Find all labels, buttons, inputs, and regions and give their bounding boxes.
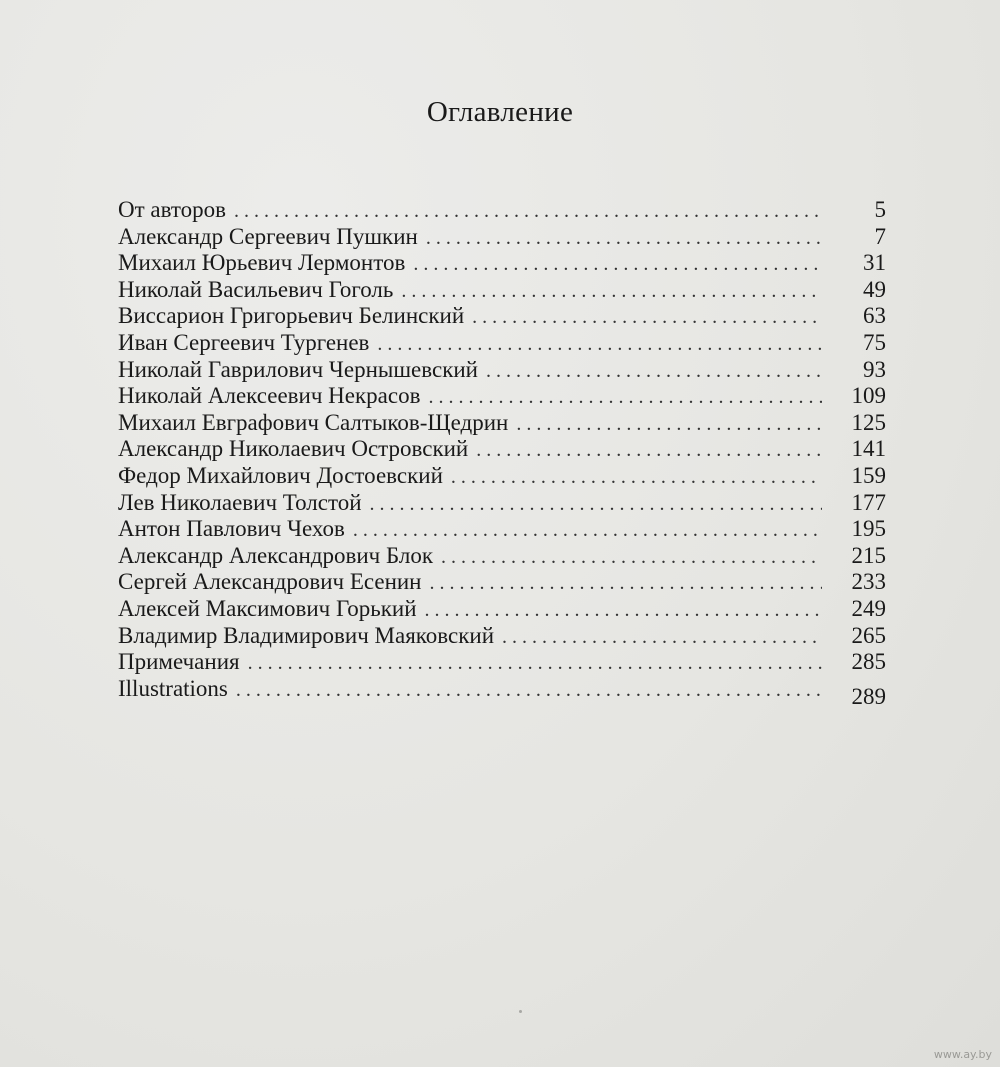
paper-speck	[519, 1010, 522, 1013]
toc-entry-title: От авторов	[118, 197, 227, 222]
toc-entry	[118, 357, 886, 384]
dot-leader	[502, 624, 822, 651]
toc-entry	[118, 436, 886, 463]
toc-entry-title: Сергей Александрович Есенин	[118, 569, 422, 595]
toc-entry	[118, 490, 886, 517]
dot-leader	[486, 358, 822, 385]
dot-leader	[413, 251, 822, 278]
dot-leader	[441, 544, 822, 571]
toc-entry-title: Иван Сергеевич Тургенев	[118, 329, 370, 355]
toc-entry	[118, 383, 886, 410]
toc-entry-title: Николай Гаврилович Чернышевский	[118, 356, 478, 382]
toc-entry-title: Николай Васильевич Гоголь	[118, 276, 394, 302]
dot-leader	[425, 597, 822, 624]
toc-entry	[118, 516, 886, 543]
toc-entry	[118, 197, 886, 224]
toc-entry-page: 75	[863, 329, 886, 355]
toc-entry-page: 195	[851, 516, 886, 542]
toc-entry-page: 159	[851, 462, 886, 488]
toc-entry-page: 109	[851, 383, 886, 409]
toc-entry-page: 141	[851, 436, 886, 462]
toc-entry-title: Лев Николаевич Толстой	[118, 489, 362, 515]
dot-leader	[353, 517, 822, 544]
dot-leader	[426, 225, 822, 252]
toc-entry-title: Михаил Юрьевич Лермонтов	[118, 250, 406, 276]
toc-entry	[118, 675, 886, 709]
toc-entry-title: Антон Павлович Чехов	[118, 516, 345, 542]
toc-entry-title: Владимир Владимирович Маяковский	[118, 622, 495, 648]
dot-leader	[236, 677, 822, 704]
page-title: Оглавление	[426, 96, 574, 128]
toc-entry	[118, 649, 886, 676]
toc-entry	[118, 623, 886, 650]
toc-entry-page: 177	[851, 489, 886, 515]
toc-entry	[118, 596, 886, 623]
toc-entry-page: 265	[851, 622, 886, 648]
toc-entry-page: 93	[863, 356, 886, 382]
dot-leader	[370, 491, 822, 518]
toc-entry-title: Алексей Максимович Горький	[118, 595, 417, 621]
toc-entry	[118, 543, 886, 570]
toc-entry-title: Примечания	[118, 649, 240, 675]
toc-entry-title: Михаил Евграфович Салтыков-Щедрин	[118, 409, 509, 435]
dot-leader	[248, 650, 822, 677]
table-of-contents	[118, 197, 886, 709]
toc-entry-title: Александр Сергеевич Пушкин	[118, 223, 418, 249]
toc-entry-title: Александр Николаевич Островский	[118, 436, 469, 462]
toc-entry	[118, 330, 886, 357]
dot-leader	[234, 198, 822, 225]
toc-entry-page: 5	[874, 197, 886, 222]
dot-leader	[428, 384, 822, 411]
toc-entry	[118, 277, 886, 304]
toc-entry	[118, 224, 886, 251]
toc-entry-page: 249	[851, 595, 886, 621]
toc-entry	[118, 569, 886, 596]
toc-entry	[118, 463, 886, 490]
dot-leader	[472, 304, 822, 331]
toc-entry-title: Николай Алексеевич Некрасов	[118, 383, 421, 409]
dot-leader	[451, 464, 822, 491]
dot-leader	[401, 278, 822, 305]
toc-entry-page: 49	[863, 276, 886, 302]
toc-entry	[118, 410, 886, 437]
watermark: www.ay.by	[933, 1048, 992, 1061]
toc-entry-page: 7	[874, 223, 886, 249]
toc-entry-page: 215	[851, 542, 886, 568]
toc-entry	[118, 250, 886, 277]
toc-entry-title: Виссарион Григорьевич Белинский	[118, 303, 465, 329]
toc-entry-page: 125	[851, 409, 886, 435]
toc-entry-page: 285	[851, 649, 886, 675]
toc-entry-page: 233	[851, 569, 886, 595]
toc-entry-page: 31	[863, 250, 886, 276]
dot-leader	[377, 331, 822, 358]
toc-entry	[118, 303, 886, 330]
toc-entry-title: Федор Михайлович Достоевский	[118, 462, 443, 488]
toc-entry-title: Illustrations	[118, 675, 228, 701]
toc-entry-page: 289	[851, 683, 886, 709]
toc-entry-page: 63	[863, 303, 886, 329]
dot-leader	[430, 570, 823, 597]
toc-entry-title: Александр Александрович Блок	[118, 542, 434, 568]
dot-leader	[476, 437, 822, 464]
dot-leader	[516, 411, 822, 438]
